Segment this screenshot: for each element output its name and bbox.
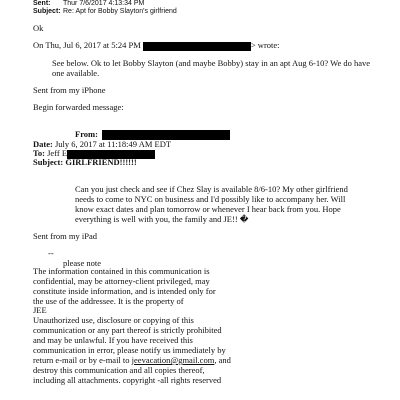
sent-value: Thur 7/6/2017 4:13:34 PM: [63, 0, 145, 7]
please-note: please note: [63, 258, 101, 268]
disclaimer-line-10-end: , and: [214, 355, 231, 365]
email-link[interactable]: jeevacation@gmail.com: [131, 355, 215, 365]
fwd-date-value: July 6, 2017 at 11:18:49 AM EDT: [54, 139, 172, 149]
disclaimer-line-7: communication or any part thereof is strictly prohibited: [33, 325, 222, 335]
disclaimer-line-2: confidential, may be attorney-client privileged, may: [33, 276, 210, 286]
disclaimer-line-8: and may be unlawful. If you have received this: [33, 335, 193, 345]
quote-intro-end: > wrote:: [250, 40, 280, 50]
disclaimer-line-10-start: return e-mail or by e-mail to: [33, 355, 130, 365]
reply-ok: Ok: [33, 23, 44, 33]
fwd-subject-value: GIRLFRIEND!!!!!!: [65, 157, 137, 167]
disclaimer-line-11: destroy this communication and all copies thereof,: [33, 365, 205, 375]
disclaimer-line-1: The information contained in this communication is: [33, 266, 210, 276]
disclaimer-line-9: communication in error, please notify us immediately by: [33, 345, 226, 355]
begin-forwarded: Begin forwarded message:: [33, 102, 124, 112]
disclaimer-line-6: Unauthorized use, disclosure or copying of this: [33, 315, 194, 325]
fwd-subject-label: Subject:: [33, 157, 64, 167]
fwd-body-line-3: know exact dates and plan tomorrow or whenever I hear back from you. Hope: [75, 204, 341, 214]
quote-intro: [33, 40, 280, 51]
disclaimer-line-10: [33, 355, 231, 365]
sent-header: [33, 0, 144, 8]
subject-value: Re: Apt for Bobby Slayton's girlfriend: [63, 8, 177, 15]
quoted-line-2: one available.: [52, 68, 100, 78]
signature-dashes: --: [48, 248, 54, 258]
quoted-line-1: See below. Ok to let Bobby Slayton (and maybe Bobby) stay in an apt Aug 6-10? We do have: [52, 58, 371, 68]
fwd-body-line-1: Can you just check and see if Chez Slay is available 8/6-10? My other girlfriend: [75, 184, 348, 194]
fwd-subject: [33, 157, 137, 167]
subject-label: Subject:: [33, 8, 61, 15]
fwd-date-label: Date:: [33, 139, 53, 149]
fwd-to-label: To:: [33, 148, 45, 158]
fwd-to-value: Jeff E: [47, 148, 68, 158]
disclaimer-line-12: including all attachments. copyright -all rights reserved: [33, 375, 222, 385]
subject-header: [33, 8, 177, 16]
disclaimer-line-3: constitute inside information, and is intended only for: [33, 286, 216, 296]
redaction-block: [143, 42, 251, 51]
fwd-body-line-4: everything is well with you, the family and JE!! �: [75, 214, 249, 224]
quote-intro-start: On Thu, Jul 6, 2017 at 5:24 PM: [33, 40, 141, 50]
sent-from-iphone: Sent from my iPhone: [33, 85, 106, 95]
sent-from-ipad: Sent from my iPad: [33, 231, 97, 241]
sent-label: Sent:: [33, 0, 51, 7]
fwd-from-label: From:: [75, 129, 98, 139]
fwd-body-line-2: needs to come to NYC on business and I'd possibly like to accompany her. Will: [75, 194, 346, 204]
disclaimer-line-4: the use of the addressee. It is the property of: [33, 296, 184, 306]
disclaimer-line-5: JEE: [33, 305, 47, 315]
